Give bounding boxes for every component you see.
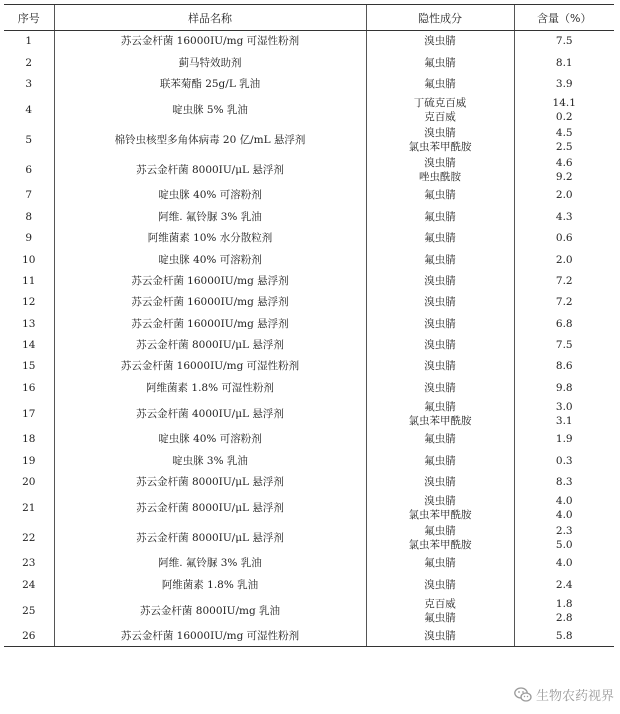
row-amounts xyxy=(514,227,614,248)
ingredient-line: 丁硫克百威 xyxy=(413,96,467,109)
table-row xyxy=(4,429,614,450)
row-serial: 20 xyxy=(22,476,36,489)
watermark xyxy=(514,685,614,704)
table-row xyxy=(4,626,614,647)
row-serial: 13 xyxy=(22,317,36,330)
ingredient-line: 氟虫腈 xyxy=(424,454,456,467)
table-row xyxy=(4,249,614,270)
amount-line: 4.5 xyxy=(555,126,573,139)
table-row xyxy=(4,292,614,313)
row-amounts xyxy=(514,626,614,647)
amount-line: 0.6 xyxy=(555,232,573,245)
table-row xyxy=(4,52,614,73)
row-sample-name: 啶虫脒 40% 可溶粉剂 xyxy=(54,429,366,450)
row-ingredients xyxy=(366,313,514,334)
amount-line: 4.0 xyxy=(555,494,573,507)
amount-line: 14.1 xyxy=(552,96,576,109)
row-ingredients xyxy=(366,95,514,125)
ingredient-line: 氯虫苯甲酰胺 xyxy=(408,140,472,153)
row-amounts xyxy=(514,429,614,450)
ingredient-line: 溴虫腈 xyxy=(424,339,456,352)
row-sample-name: 苏云金杆菌 8000IU/μL 悬浮剂 xyxy=(54,493,366,523)
amount-line: 1.9 xyxy=(555,433,573,446)
ingredient-line: 唑虫酰胺 xyxy=(419,170,461,183)
table-row xyxy=(4,596,614,626)
row-serial: 17 xyxy=(22,407,36,420)
row-serial: 8 xyxy=(25,210,33,223)
row-ingredients xyxy=(366,292,514,313)
row-sample-name: 苏云金杆菌 16000IU/mg 悬浮剂 xyxy=(54,270,366,291)
row-serial: 14 xyxy=(22,339,36,352)
amount-line: 7.5 xyxy=(555,339,573,352)
amount-line: 3.1 xyxy=(555,414,573,427)
amount-line: 9.2 xyxy=(555,170,573,183)
row-serial: 2 xyxy=(25,56,33,69)
row-ingredients xyxy=(366,626,514,647)
ingredient-line: 氟虫腈 xyxy=(424,189,456,202)
row-serial: 18 xyxy=(22,433,36,446)
table-row xyxy=(4,553,614,574)
header-content: 含量（%） xyxy=(514,5,614,31)
amount-line: 2.0 xyxy=(555,189,573,202)
row-serial: 1 xyxy=(25,35,33,48)
ingredient-line: 溴虫腈 xyxy=(424,35,456,48)
row-sample-name: 阿维. 氟铃脲 3% 乳油 xyxy=(54,553,366,574)
row-serial: 15 xyxy=(22,360,36,373)
ingredient-line: 溴虫腈 xyxy=(424,156,456,169)
row-sample-name: 啶虫脒 5% 乳油 xyxy=(54,95,366,125)
amount-line: 4.6 xyxy=(555,156,573,169)
row-serial: 6 xyxy=(25,163,33,176)
row-ingredients xyxy=(366,356,514,377)
row-serial: 12 xyxy=(22,296,36,309)
ingredient-line: 氟虫腈 xyxy=(424,400,456,413)
ingredient-line: 溴虫腈 xyxy=(424,629,456,642)
row-amounts xyxy=(514,249,614,270)
amount-line: 0.2 xyxy=(555,110,573,123)
amount-line: 3.0 xyxy=(555,400,573,413)
row-sample-name: 苏云金杆菌 16000IU/mg 悬浮剂 xyxy=(54,292,366,313)
ingredient-line: 氟虫腈 xyxy=(424,253,456,266)
row-sample-name: 啶虫脒 40% 可溶粉剂 xyxy=(54,249,366,270)
amount-line: 4.3 xyxy=(555,210,573,223)
row-ingredients xyxy=(366,334,514,355)
ingredient-line: 氟虫腈 xyxy=(424,210,456,223)
ingredient-line: 溴虫腈 xyxy=(424,381,456,394)
ingredient-line: 氯虫苯甲酰胺 xyxy=(408,538,472,551)
row-serial: 3 xyxy=(25,77,33,90)
header-serial: 序号 xyxy=(4,5,54,31)
table-row xyxy=(4,206,614,227)
ingredient-line: 氯虫苯甲酰胺 xyxy=(408,508,472,521)
table-row xyxy=(4,270,614,291)
row-ingredients xyxy=(366,185,514,206)
row-ingredients xyxy=(366,73,514,94)
amount-line: 7.2 xyxy=(555,274,573,287)
amount-line: 8.6 xyxy=(555,360,573,373)
row-amounts xyxy=(514,377,614,398)
row-ingredients xyxy=(366,596,514,626)
table-row xyxy=(4,450,614,471)
row-ingredients xyxy=(366,429,514,450)
ingredient-line: 氟虫腈 xyxy=(424,524,456,537)
amount-line: 7.5 xyxy=(555,35,573,48)
row-serial: 16 xyxy=(22,381,36,394)
row-amounts xyxy=(514,399,614,429)
row-sample-name: 啶虫脒 3% 乳油 xyxy=(54,450,366,471)
row-serial: 22 xyxy=(22,531,36,544)
amount-line: 5.0 xyxy=(555,538,573,551)
row-amounts xyxy=(514,493,614,523)
row-serial: 23 xyxy=(22,557,36,570)
row-sample-name: 苏云金杆菌 8000IU/μL 悬浮剂 xyxy=(54,523,366,553)
row-ingredients xyxy=(366,553,514,574)
table-row xyxy=(4,356,614,377)
ingredient-line: 溴虫腈 xyxy=(424,274,456,287)
row-serial: 10 xyxy=(22,253,36,266)
amount-line: 2.0 xyxy=(555,253,573,266)
table-row xyxy=(4,574,614,595)
amount-line: 5.8 xyxy=(555,629,573,642)
row-serial: 4 xyxy=(25,103,33,116)
row-sample-name: 蓟马特效助剂 xyxy=(54,52,366,73)
row-sample-name: 苏云金杆菌 16000IU/mg 可湿性粉剂 xyxy=(54,626,366,647)
table-row xyxy=(4,313,614,334)
amount-line: 1.8 xyxy=(555,597,573,610)
row-serial: 21 xyxy=(22,501,36,514)
row-ingredients xyxy=(366,450,514,471)
table-row xyxy=(4,125,614,155)
ingredient-line: 溴虫腈 xyxy=(424,126,456,139)
row-amounts xyxy=(514,206,614,227)
ingredient-line: 溴虫腈 xyxy=(424,317,456,330)
row-amounts xyxy=(514,471,614,492)
row-ingredients xyxy=(366,377,514,398)
row-sample-name: 棉铃虫核型多角体病毒 20 亿/mL 悬浮剂 xyxy=(54,125,366,155)
ingredient-line: 克百威 xyxy=(424,110,456,123)
amount-line: 3.9 xyxy=(555,77,573,90)
row-sample-name: 苏云金杆菌 8000IU/μL 悬浮剂 xyxy=(54,471,366,492)
row-serial: 24 xyxy=(22,578,36,591)
row-ingredients xyxy=(366,523,514,553)
header-hidden-ingredient: 隐性成分 xyxy=(366,5,514,31)
ingredient-line: 氟虫腈 xyxy=(424,77,456,90)
amount-line: 8.3 xyxy=(555,476,573,489)
table-row xyxy=(4,399,614,429)
table-row xyxy=(4,334,614,355)
row-sample-name: 苏云金杆菌 8000IU/μL 悬浮剂 xyxy=(54,155,366,185)
amount-line: 4.0 xyxy=(555,557,573,570)
row-amounts xyxy=(514,185,614,206)
row-ingredients xyxy=(366,270,514,291)
row-serial: 26 xyxy=(4,626,54,647)
table-row xyxy=(4,95,614,125)
header-sample-name: 样品名称 xyxy=(54,5,366,31)
amount-line: 2.8 xyxy=(555,611,573,624)
amount-line: 4.0 xyxy=(555,508,573,521)
row-sample-name: 阿维. 氟铃脲 3% 乳油 xyxy=(54,206,366,227)
amount-line: 2.3 xyxy=(555,524,573,537)
row-amounts xyxy=(514,270,614,291)
row-ingredients xyxy=(366,399,514,429)
amount-line: 8.1 xyxy=(555,56,573,69)
table-row xyxy=(4,155,614,185)
row-ingredients xyxy=(366,471,514,492)
amount-line: 6.8 xyxy=(555,317,573,330)
row-ingredients xyxy=(366,493,514,523)
amount-line: 7.2 xyxy=(555,296,573,309)
ingredient-line: 氟虫腈 xyxy=(424,232,456,245)
row-amounts xyxy=(514,523,614,553)
row-sample-name: 苏云金杆菌 16000IU/mg 可湿性粉剂 xyxy=(54,31,366,52)
ingredient-line: 克百威 xyxy=(424,597,456,610)
row-ingredients xyxy=(366,249,514,270)
row-ingredients xyxy=(366,206,514,227)
row-ingredients xyxy=(366,155,514,185)
ingredient-line: 溴虫腈 xyxy=(424,296,456,309)
table-header-row xyxy=(4,5,614,31)
row-sample-name: 苏云金杆菌 16000IU/mg 可湿性粉剂 xyxy=(54,356,366,377)
amount-line: 2.5 xyxy=(555,140,573,153)
amount-line: 9.8 xyxy=(555,381,573,394)
row-amounts xyxy=(514,292,614,313)
row-sample-name: 苏云金杆菌 4000IU/μL 悬浮剂 xyxy=(54,399,366,429)
ingredient-line: 氟虫腈 xyxy=(424,611,456,624)
watermark-text: 生物农药视界 xyxy=(535,689,614,704)
row-sample-name: 联苯菊酯 25g/L 乳油 xyxy=(54,73,366,94)
row-sample-name: 阿维菌素 1.8% 乳油 xyxy=(54,574,366,595)
row-serial: 11 xyxy=(22,274,36,287)
table-row xyxy=(4,471,614,492)
row-serial: 19 xyxy=(22,454,36,467)
row-serial: 25 xyxy=(22,604,36,617)
row-amounts xyxy=(514,73,614,94)
row-ingredients xyxy=(366,52,514,73)
table-row xyxy=(4,227,614,248)
row-sample-name: 苏云金杆菌 16000IU/mg 悬浮剂 xyxy=(54,313,366,334)
row-serial: 7 xyxy=(25,189,33,202)
table-row xyxy=(4,493,614,523)
row-amounts xyxy=(514,450,614,471)
amount-line: 0.3 xyxy=(555,454,573,467)
table-row xyxy=(4,377,614,398)
ingredient-line: 氟虫腈 xyxy=(424,557,456,570)
row-ingredients xyxy=(366,227,514,248)
row-amounts xyxy=(514,553,614,574)
row-amounts xyxy=(514,125,614,155)
amount-line: 2.4 xyxy=(555,578,573,591)
row-amounts xyxy=(514,334,614,355)
table-row xyxy=(4,185,614,206)
ingredient-line: 溴虫腈 xyxy=(424,360,456,373)
row-sample-name: 苏云金杆菌 8000IU/mg 乳油 xyxy=(54,596,366,626)
row-amounts xyxy=(514,574,614,595)
row-amounts xyxy=(514,356,614,377)
table-row xyxy=(4,523,614,553)
row-ingredients xyxy=(366,125,514,155)
row-amounts xyxy=(514,596,614,626)
row-ingredients xyxy=(366,574,514,595)
ingredient-line: 氟虫腈 xyxy=(424,433,456,446)
row-sample-name: 阿维菌素 10% 水分散粒剂 xyxy=(54,227,366,248)
row-ingredients xyxy=(366,31,514,52)
row-sample-name: 阿维菌素 1.8% 可湿性粉剂 xyxy=(54,377,366,398)
sample-table xyxy=(4,4,614,647)
table-row xyxy=(4,31,614,52)
ingredient-line: 氟虫腈 xyxy=(424,56,456,69)
row-sample-name: 啶虫脒 40% 可溶粉剂 xyxy=(54,185,366,206)
row-amounts xyxy=(514,155,614,185)
row-amounts xyxy=(514,52,614,73)
table-row xyxy=(4,73,614,94)
row-amounts xyxy=(514,31,614,52)
wechat-icon xyxy=(514,687,532,703)
row-serial: 5 xyxy=(25,133,33,146)
row-sample-name: 苏云金杆菌 8000IU/μL 悬浮剂 xyxy=(54,334,366,355)
row-serial: 9 xyxy=(25,232,33,245)
ingredient-line: 溴虫腈 xyxy=(424,578,456,591)
row-amounts xyxy=(514,313,614,334)
ingredient-line: 溴虫腈 xyxy=(424,476,456,489)
ingredient-line: 氯虫苯甲酰胺 xyxy=(408,414,472,427)
ingredient-line: 溴虫腈 xyxy=(424,494,456,507)
row-amounts xyxy=(514,95,614,125)
